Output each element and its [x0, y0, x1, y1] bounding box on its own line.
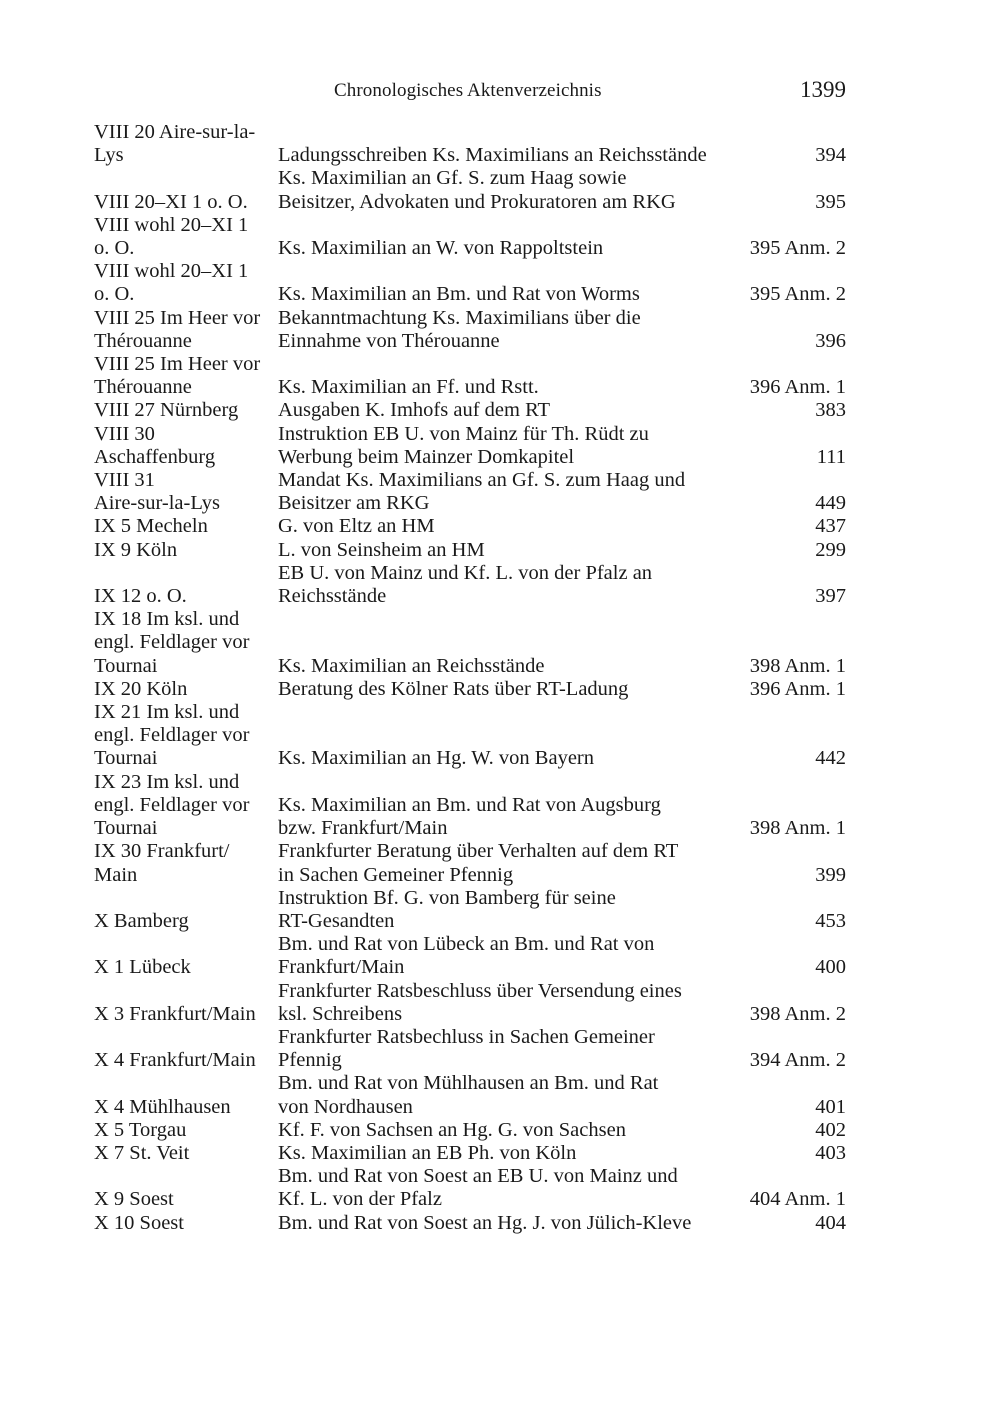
- entry-date: VIII 20–XI 1 o. O.: [94, 190, 248, 213]
- list-item: [94, 1072, 846, 1118]
- entry-reference: 398 Anm. 2: [749, 1002, 846, 1025]
- entry-date: IX 30 Frankfurt/ Main: [94, 840, 230, 886]
- entry-description: Beratung des Kölner Rats über RT-Ladung: [278, 677, 629, 700]
- entry-date: VIII wohl 20–XI 1 o. O.: [94, 213, 249, 260]
- running-head: Chronologisches Aktenverzeichnis: [334, 80, 602, 101]
- entry-description: Instruktion EB U. von Mainz für Th. Rüdt zu Werbung beim Mainzer Domkapitel: [278, 422, 649, 468]
- entry-description: Ausgaben K. Imhofs auf dem RT: [278, 399, 551, 422]
- entry-date: IX 5 Mecheln: [94, 515, 208, 538]
- list-item: [94, 121, 846, 167]
- entry-reference: 394 Anm. 2: [749, 1049, 846, 1072]
- entry-reference: 404: [815, 1211, 846, 1234]
- entry-description: EB U. von Mainz und Kf. L. von der Pfalz an Reichsstände: [278, 561, 653, 608]
- list-item: [94, 771, 846, 841]
- entry-reference: 402: [815, 1118, 846, 1141]
- entry-reference: 395: [815, 190, 846, 213]
- entry-reference: 394: [815, 144, 846, 167]
- entry-description: Instruktion Bf. G. von Bamberg für seine RT-Gesandten: [278, 886, 616, 932]
- entry-reference: 401: [815, 1095, 846, 1118]
- entry-reference: 437: [815, 515, 846, 538]
- list-item: [94, 469, 846, 515]
- entry-reference: 397: [815, 585, 846, 608]
- entry-reference: 398 Anm. 1: [749, 654, 846, 677]
- entry-reference: 111: [816, 445, 846, 468]
- entry-list: [94, 121, 846, 1235]
- entry-reference: 442: [815, 747, 846, 770]
- entry-date: VIII 30 Aschaffenburg: [94, 422, 216, 468]
- entry-description: Mandat Ks. Maximilians an Gf. S. zum Haag und Beisitzer am RKG: [278, 469, 686, 515]
- list-item: [94, 307, 846, 353]
- entry-description: Bm. und Rat von Mühlhausen an Bm. und Rat von Nordhausen: [278, 1072, 659, 1118]
- entry-reference: 399: [815, 863, 846, 886]
- list-item: [94, 515, 846, 538]
- entry-description: Ks. Maximilian an Reichsstände: [278, 654, 545, 677]
- entry-description: Ks. Maximilian an EB Ph. von Köln: [278, 1141, 577, 1164]
- list-item: [94, 214, 846, 260]
- entry-description: Bm. und Rat von Soest an EB U. von Mainz und Kf. L. von der Pfalz: [278, 1165, 678, 1211]
- entry-date: IX 21 Im ksl. und engl. Feldlager vor Tournai: [94, 701, 250, 770]
- entry-description: L. von Seinsheim an HM: [278, 538, 485, 561]
- entry-description: Bm. und Rat von Lübeck an Bm. und Rat von Frankfurt/Main: [278, 933, 655, 979]
- entry-description: Ks. Maximilian an Gf. S. zum Haag sowie Beisitzer, Advokaten und Prokuratoren am RKG: [278, 167, 676, 213]
- entry-date: VIII 20 Aire-sur-la- Lys: [94, 121, 256, 167]
- entry-date: X 10 Soest: [94, 1211, 184, 1234]
- list-item: [94, 980, 846, 1026]
- entry-date: X 4 Mühlhausen: [94, 1095, 231, 1118]
- list-item: [94, 678, 846, 701]
- entry-description: Ks. Maximilian an Bm. und Rat von Augsburg bzw. Frankfurt/Main: [278, 793, 661, 840]
- entry-description: Ks. Maximilian an Ff. und Rstt.: [278, 376, 539, 399]
- list-item: [94, 1165, 846, 1211]
- list-item: [94, 423, 846, 469]
- list-item: [94, 1142, 846, 1165]
- list-item: [94, 887, 846, 933]
- entry-date: IX 12 o. O.: [94, 585, 187, 608]
- entry-date: X 9 Soest: [94, 1188, 174, 1211]
- entry-reference: 398 Anm. 1: [749, 817, 846, 840]
- entry-date: VIII 25 Im Heer vor Thérouanne: [94, 306, 261, 352]
- entry-date: VIII 27 Nürnberg: [94, 399, 239, 422]
- entry-date: IX 9 Köln: [94, 538, 178, 561]
- list-item: [94, 562, 846, 608]
- entry-reference: 396 Anm. 1: [749, 376, 846, 399]
- entry-description: G. von Eltz an HM: [278, 515, 435, 538]
- entry-date: IX 23 Im ksl. und engl. Feldlager vor Tournai: [94, 770, 250, 840]
- entry-description: Frankfurter Ratsbechluss in Sachen Gemeiner Pfennig: [278, 1025, 655, 1072]
- entry-date: X 3 Frankfurt/Main: [94, 1002, 256, 1025]
- list-item: [94, 167, 846, 213]
- list-item: [94, 260, 846, 306]
- entry-reference: 449: [815, 492, 846, 515]
- entry-description: Bekanntmachtung Ks. Maximilians über die Einnahme von Thérouanne: [278, 306, 641, 352]
- entry-description: Frankfurter Beratung über Verhalten auf dem RT in Sachen Gemeiner Pfennig: [278, 840, 679, 886]
- entry-date: VIII 31 Aire-sur-la-Lys: [94, 469, 220, 515]
- entry-date: X 7 St. Veit: [94, 1141, 190, 1164]
- entry-reference: 403: [815, 1141, 846, 1164]
- entry-date: X 4 Frankfurt/Main: [94, 1049, 256, 1072]
- entry-date: X 5 Torgau: [94, 1118, 187, 1141]
- entry-date: VIII 25 Im Heer vor Thérouanne: [94, 353, 261, 399]
- entry-reference: 396: [815, 329, 846, 352]
- entry-reference: 299: [815, 538, 846, 561]
- list-item: [94, 933, 846, 979]
- list-item: [94, 1026, 846, 1072]
- list-item: [94, 353, 846, 399]
- list-item: [94, 399, 846, 422]
- list-item: [94, 608, 846, 678]
- list-item: [94, 701, 846, 771]
- entry-reference: 404 Anm. 1: [749, 1188, 846, 1211]
- entry-date: X 1 Lübeck: [94, 956, 191, 979]
- entry-date: VIII wohl 20–XI 1 o. O.: [94, 260, 249, 306]
- entry-reference: 383: [815, 399, 846, 422]
- list-item: [94, 539, 846, 562]
- list-item: [94, 1212, 846, 1235]
- entry-description: Bm. und Rat von Soest an Hg. J. von Jülich-Kleve: [278, 1211, 692, 1234]
- page-number: 1399: [800, 77, 846, 102]
- entry-reference: 395 Anm. 2: [749, 237, 846, 260]
- entry-description: Ks. Maximilian an W. von Rappoltstein: [278, 237, 604, 260]
- entry-date: IX 20 Köln: [94, 677, 188, 700]
- list-item: [94, 840, 846, 886]
- entry-reference: 453: [815, 909, 846, 932]
- entry-description: Ladungsschreiben Ks. Maximilians an Reichsstände: [278, 144, 707, 167]
- entry-description: Frankfurter Ratsbeschluss über Versendung eines ksl. Schreibens: [278, 979, 682, 1025]
- entry-reference: 396 Anm. 1: [749, 677, 846, 700]
- entry-reference: 400: [815, 956, 846, 979]
- entry-description: Ks. Maximilian an Hg. W. von Bayern: [278, 747, 595, 770]
- entry-description: Kf. F. von Sachsen an Hg. G. von Sachsen: [278, 1118, 626, 1141]
- entry-description: Ks. Maximilian an Bm. und Rat von Worms: [278, 283, 640, 306]
- entry-reference: 395 Anm. 2: [749, 283, 846, 306]
- list-item: [94, 1119, 846, 1142]
- entry-date: IX 18 Im ksl. und engl. Feldlager vor Tournai: [94, 608, 250, 677]
- entry-date: X Bamberg: [94, 909, 189, 932]
